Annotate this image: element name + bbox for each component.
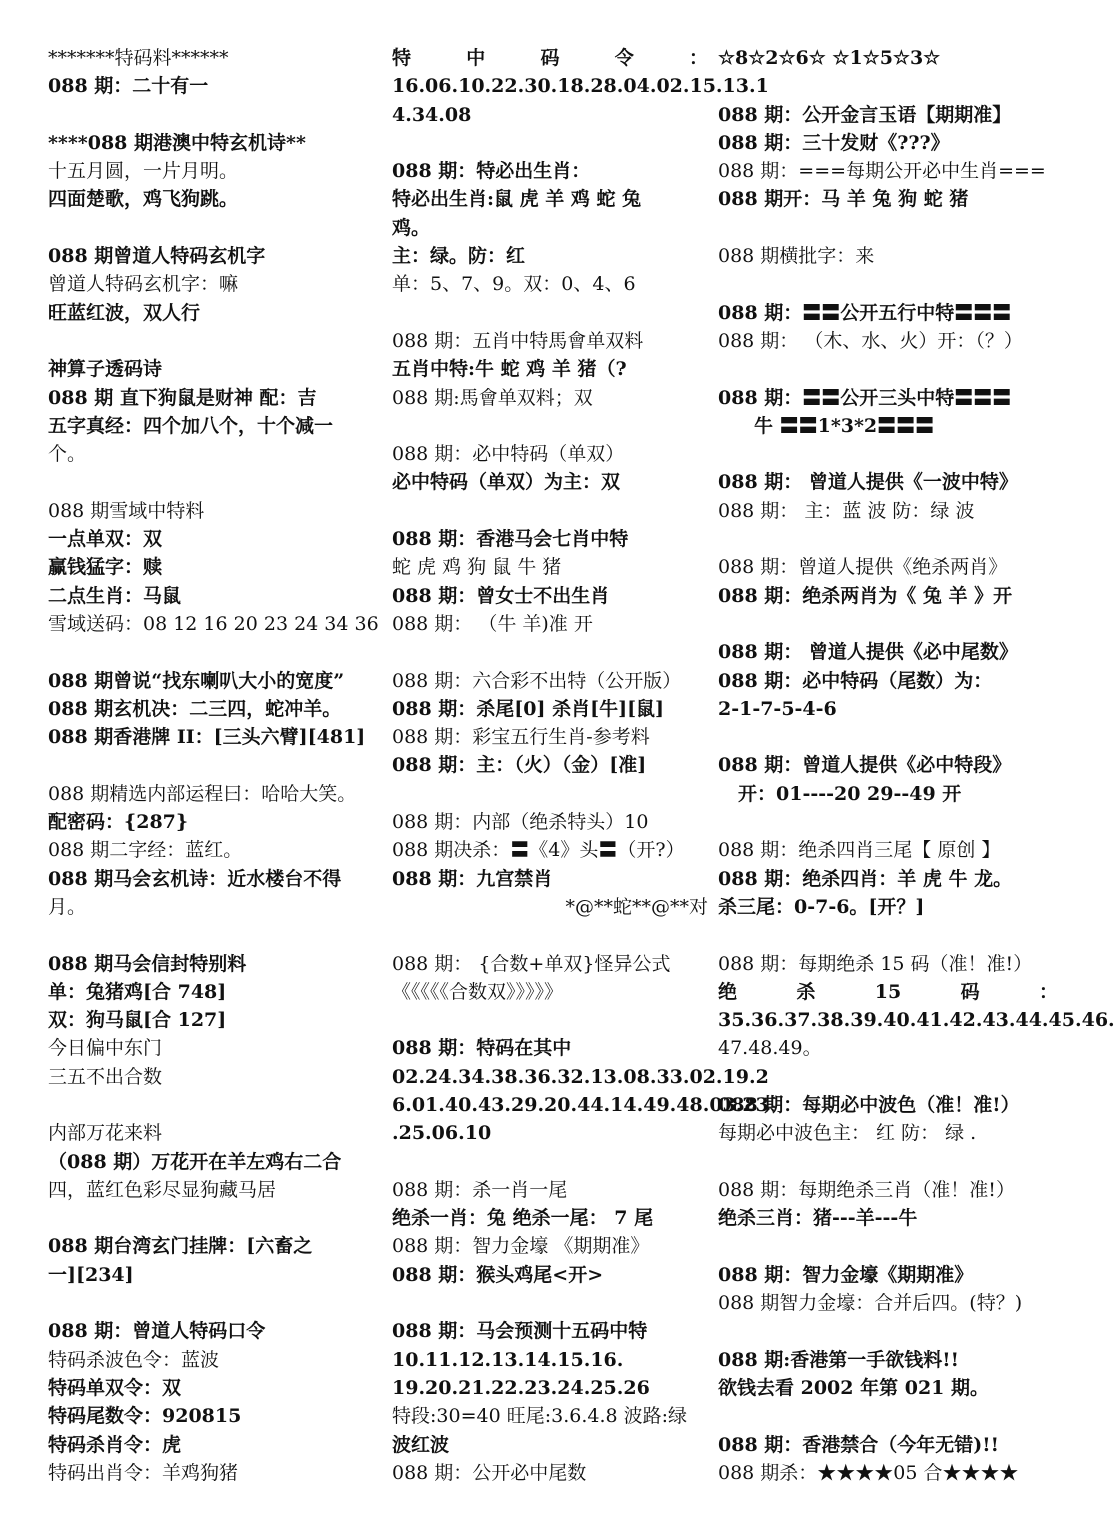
text-line: 088 期智力金壕：合并后四。(特？) bbox=[718, 1292, 1023, 1315]
text-line: 088 期：内部（绝杀特头）10 bbox=[392, 811, 649, 834]
text-line: 088 期：彩宝五行生肖-参考料 bbox=[392, 726, 650, 749]
text-line: 088 期：===每期公开必中生肖=== bbox=[718, 160, 1046, 183]
text-line: 088 期：香港马会七肖中特 bbox=[392, 528, 629, 551]
text-line: （088 期）万花开在羊左鸡右二合 bbox=[48, 1150, 342, 1173]
text-line: 088 期：三十发财《???》 bbox=[718, 131, 950, 154]
spacer bbox=[718, 440, 1058, 468]
text-line: 088 期 直下狗鼠是财神 配：吉 bbox=[48, 386, 317, 409]
spacer bbox=[48, 638, 383, 666]
text-line: 088 期：香港禁合（今年无错)!! bbox=[718, 1433, 999, 1456]
text-line: 088 期曾道人特码玄机字 bbox=[48, 245, 266, 268]
text-line: 特码尾数令：920815 bbox=[48, 1405, 242, 1428]
spacer bbox=[718, 610, 1058, 638]
text-line: 088 期雪域中特料 bbox=[48, 499, 205, 522]
text-line: 088 期：绝杀四肖：羊 虎 牛 龙。 bbox=[718, 867, 1013, 890]
spacer bbox=[718, 723, 1058, 751]
text-line: 088 期横批字：来 bbox=[718, 245, 875, 268]
text-line: 特码单双令：双 bbox=[48, 1376, 182, 1399]
text-line: 主：绿。防：红 bbox=[392, 245, 526, 268]
spacer bbox=[392, 129, 708, 157]
text-line: 088 期：智力金壕《期期准》 bbox=[718, 1263, 974, 1286]
spacer bbox=[392, 299, 708, 327]
text-line: 赢钱猛字：赎 bbox=[48, 556, 163, 579]
text-line: 蛇 虎 鸡 狗 鼠 牛 猪 bbox=[392, 556, 562, 579]
text-line: ****088 期港澳中特玄机诗** bbox=[48, 131, 306, 154]
spacer bbox=[718, 355, 1058, 383]
text-line: 欲钱去看 2002 年第 021 期。 bbox=[718, 1376, 990, 1399]
text-line: 内部万花来料 bbox=[48, 1122, 163, 1145]
text-line: 曾道人特码玄机字：嘛 bbox=[48, 273, 239, 296]
spacer bbox=[48, 1204, 383, 1232]
text-line: 088 期：公开金言玉语【期期准】 bbox=[718, 103, 1012, 126]
text-line: 个。 bbox=[48, 443, 87, 466]
text-line: 088 期：每期绝杀 15 码（准！准!） bbox=[718, 952, 1033, 975]
text-line: 五肖中特:牛 蛇 鸡 羊 猪（? bbox=[392, 358, 627, 381]
text-line: 088 期：每期必中波色（准！准!） bbox=[718, 1093, 1020, 1116]
text-line: 一][234] bbox=[48, 1263, 134, 1286]
text-line: 088 期决杀：〓《4》头〓（开?） bbox=[392, 839, 685, 862]
text-line: *@**蛇**@**对 bbox=[565, 895, 708, 918]
text-line: 二点生肖：马鼠 bbox=[48, 584, 182, 607]
text-line: 配密码：{287} bbox=[48, 811, 189, 834]
text-line: 特码杀肖令：虎 bbox=[48, 1433, 182, 1456]
text-line: 088 期开：马 羊 兔 狗 蛇 猪 bbox=[718, 188, 969, 211]
text-line: 单：5、7、9。双：0、4、6 bbox=[392, 273, 636, 296]
text-line: 特段:30=40 旺尾:3.6.4.8 波路:绿 bbox=[392, 1405, 688, 1428]
spacer bbox=[718, 1317, 1058, 1345]
text-line: 088 期：曾道人特码口令 bbox=[48, 1320, 266, 1343]
spacer bbox=[392, 497, 708, 525]
text-line: 088 期：特必出生肖： bbox=[392, 160, 591, 183]
text-line: 19.20.21.22.23.24.25.26 bbox=[392, 1376, 650, 1399]
text-line: 088 期台湾玄门挂牌：[六畜之 bbox=[48, 1235, 313, 1258]
text-line: 088 期：曾女士不出生肖 bbox=[392, 584, 610, 607]
spacer bbox=[392, 638, 708, 666]
text-line: 088 期曾说“找东喇叭大小的宽度” bbox=[48, 669, 345, 692]
text-line: 牛 〓〓1*3*2〓〓〓 bbox=[754, 414, 935, 437]
text-line: 十五月圆，一片月明。 bbox=[48, 160, 239, 183]
text-line: 088 期：主：（火）（金）[准] bbox=[392, 754, 647, 777]
text-line: 2-1-7-5-4-6 bbox=[718, 697, 837, 720]
spacer bbox=[48, 751, 383, 779]
text-line: 088 期玄机决：二三四，蛇冲羊。 bbox=[48, 697, 342, 720]
text-line: 月。 bbox=[48, 895, 87, 918]
text-line: 47.48.49。 bbox=[718, 1037, 822, 1060]
spacer bbox=[718, 1402, 1058, 1430]
column-middle bbox=[392, 44, 769, 1487]
text-line: 必中特码（单双）为主：双 bbox=[392, 471, 621, 494]
text-line: 三五不出合数 bbox=[48, 1065, 163, 1088]
text-line: 088 期：曾道人提供《必中特段》 bbox=[718, 754, 1012, 777]
text-line: 088 期：智力金壕 《期期准》 bbox=[392, 1235, 650, 1258]
spacer bbox=[718, 72, 1058, 100]
text-line: 4.34.08 bbox=[392, 103, 472, 126]
spacer bbox=[48, 1091, 383, 1119]
text-line: 088 期： 曾道人提供《一波中特》 bbox=[718, 471, 1018, 494]
text-line: 088 期：二十有一 bbox=[48, 75, 209, 98]
text-line: 088 期：杀一肖一尾 bbox=[392, 1178, 568, 1201]
text-line: 088 期：必中特码（尾数）为： bbox=[718, 669, 993, 692]
text-line: 16.06.10.22.30.18.28.04.02.15.13.1 bbox=[392, 75, 769, 98]
text-line: 今日偏中东门 bbox=[48, 1037, 163, 1060]
spacer bbox=[718, 1232, 1058, 1260]
text-line: 旺蓝红波，双人行 bbox=[48, 301, 201, 324]
spacer bbox=[718, 525, 1058, 553]
spacer bbox=[392, 1289, 708, 1317]
text-line: 《《《《《合数双》》》》》 bbox=[392, 980, 564, 1003]
text-line: 088 期：杀尾[0] 杀肖[牛][鼠] bbox=[392, 697, 665, 720]
spacer bbox=[48, 921, 383, 949]
spacer bbox=[718, 270, 1058, 298]
text-line: 088 期：曾道人提供《绝杀两肖》 bbox=[718, 556, 1008, 579]
column-right bbox=[718, 44, 1115, 1487]
text-line: 每期必中波色主： 红 防： 绿 . bbox=[718, 1122, 977, 1145]
text-line: 特必出生肖:鼠 虎 羊 鸡 蛇 兔 bbox=[392, 188, 642, 211]
text-line: 开：01----20 29--49 开 bbox=[738, 782, 962, 805]
text-line: 35.36.37.38.39.40.41.42.43.44.45.46. bbox=[718, 1009, 1115, 1032]
text-line: 特码杀波色令：蓝波 bbox=[48, 1348, 220, 1371]
spacer bbox=[48, 101, 383, 129]
spacer bbox=[718, 214, 1058, 242]
spacer bbox=[48, 468, 383, 496]
text-line: 088 期：五肖中特馬會单双料 bbox=[392, 329, 644, 352]
text-line: 双：狗马鼠[合 127] bbox=[48, 1009, 227, 1032]
text-line: 088 期杀：★★★★05 合★★★★ bbox=[718, 1461, 1019, 1484]
text-line: 088 期： 主：蓝 波 防：绿 波 bbox=[718, 499, 975, 522]
text-line: 02.24.34.38.36.32.13.08.33.02.19.2 bbox=[392, 1065, 769, 1088]
text-line: 088 期：马会预测十五码中特 bbox=[392, 1320, 648, 1343]
text-line: ☆8☆2☆6☆ ☆1☆5☆3☆ bbox=[718, 47, 941, 69]
text-line: 088 期：六合彩不出特（公开版） bbox=[392, 669, 682, 692]
text-line: 四，蓝红色彩尽显狗藏马居 bbox=[48, 1178, 277, 1201]
text-line: 波红波 bbox=[392, 1433, 450, 1456]
text-line: 088 期： （木、水、火）开：（？） bbox=[718, 329, 1023, 352]
spacer bbox=[48, 327, 383, 355]
text-line: 088 期马会玄机诗：近水楼台不得 bbox=[48, 867, 342, 890]
text-line: 鸡。 bbox=[392, 216, 431, 239]
text-line: 088 期：绝杀四肖三尾【 原创 】 bbox=[718, 839, 1001, 862]
text-line: 五字真经：四个加八个，十个减一 bbox=[48, 414, 334, 437]
spacer bbox=[392, 921, 708, 949]
text-line: 088 期：绝杀两肖为《 兔 羊 》开 bbox=[718, 584, 1013, 607]
text-line: *******特码料****** bbox=[48, 47, 229, 69]
spacer bbox=[718, 1148, 1058, 1176]
spacer bbox=[392, 1006, 708, 1034]
text-line: 088 期:香港第一手欲钱料!! bbox=[718, 1348, 959, 1371]
text-line: 绝杀一肖：兔 绝杀一尾： 7 尾 bbox=[392, 1207, 654, 1230]
text-line: 杀三尾：0-7-6。[开？] bbox=[718, 895, 925, 918]
text-line: 088 期精选内部运程曰：哈哈大笑。 bbox=[48, 782, 357, 805]
text-line: 088 期： {合数+单双}怪异公式 bbox=[392, 952, 671, 975]
text-line: 6.01.40.43.29.20.44.14.49.48.03.23 bbox=[392, 1093, 769, 1116]
text-line: 特码出肖令：羊鸡狗猪 bbox=[48, 1461, 239, 1484]
spacer bbox=[48, 214, 383, 242]
text-line: 088 期：每期绝杀三肖（准！准!） bbox=[718, 1178, 1015, 1201]
text-line: 单：兔猪鸡[合 748] bbox=[48, 980, 227, 1003]
text-line: .25.06.10 bbox=[392, 1122, 492, 1145]
text-line: 088 期： 曾道人提供《必中尾数》 bbox=[718, 641, 1018, 664]
text-line: 10.11.12.13.14.15.16. bbox=[392, 1348, 624, 1371]
text-line: 088 期：特码在其中 bbox=[392, 1037, 572, 1060]
text-line: 088 期：九宫禁肖 bbox=[392, 867, 553, 890]
spacer bbox=[718, 921, 1058, 949]
spacer bbox=[718, 808, 1058, 836]
text-line: 088 期:馬會单双料；双 bbox=[392, 386, 593, 409]
text-line: 088 期：〓〓公开五行中特〓〓〓 bbox=[718, 301, 1012, 324]
column-left bbox=[48, 44, 383, 1487]
spacer bbox=[392, 780, 708, 808]
text-line: 雪域送码：08 12 16 20 23 24 34 36 bbox=[48, 612, 379, 635]
spacer bbox=[48, 1289, 383, 1317]
text-line: 绝 杀 15 码 ： bbox=[718, 980, 1058, 1003]
text-line: 088 期：必中特码（单双） bbox=[392, 443, 625, 466]
spacer bbox=[718, 1063, 1058, 1091]
text-line: 088 期马会信封特别料 bbox=[48, 952, 247, 975]
spacer bbox=[392, 1148, 708, 1176]
text-line: 特 中 码 令 ： bbox=[392, 47, 708, 69]
text-line: 088 期：公开必中尾数 bbox=[392, 1461, 587, 1484]
text-line: 神算子透码诗 bbox=[48, 358, 163, 381]
text-line: 一点单双：双 bbox=[48, 528, 163, 551]
text-line: 绝杀三肖：猪---羊---牛 bbox=[718, 1207, 918, 1230]
spacer bbox=[392, 412, 708, 440]
text-line: 四面楚歌，鸡飞狗跳。 bbox=[48, 188, 239, 211]
text-line: 088 期二字经：蓝红。 bbox=[48, 839, 243, 862]
text-line: 088 期香港牌 II：[三头六臂][481] bbox=[48, 726, 366, 749]
text-line: 088 期： （牛 羊)准 开 bbox=[392, 612, 593, 635]
text-line: 088 期：〓〓公开三头中特〓〓〓 bbox=[718, 386, 1012, 409]
text-line: 088 期：猴头鸡尾<开> bbox=[392, 1263, 604, 1286]
